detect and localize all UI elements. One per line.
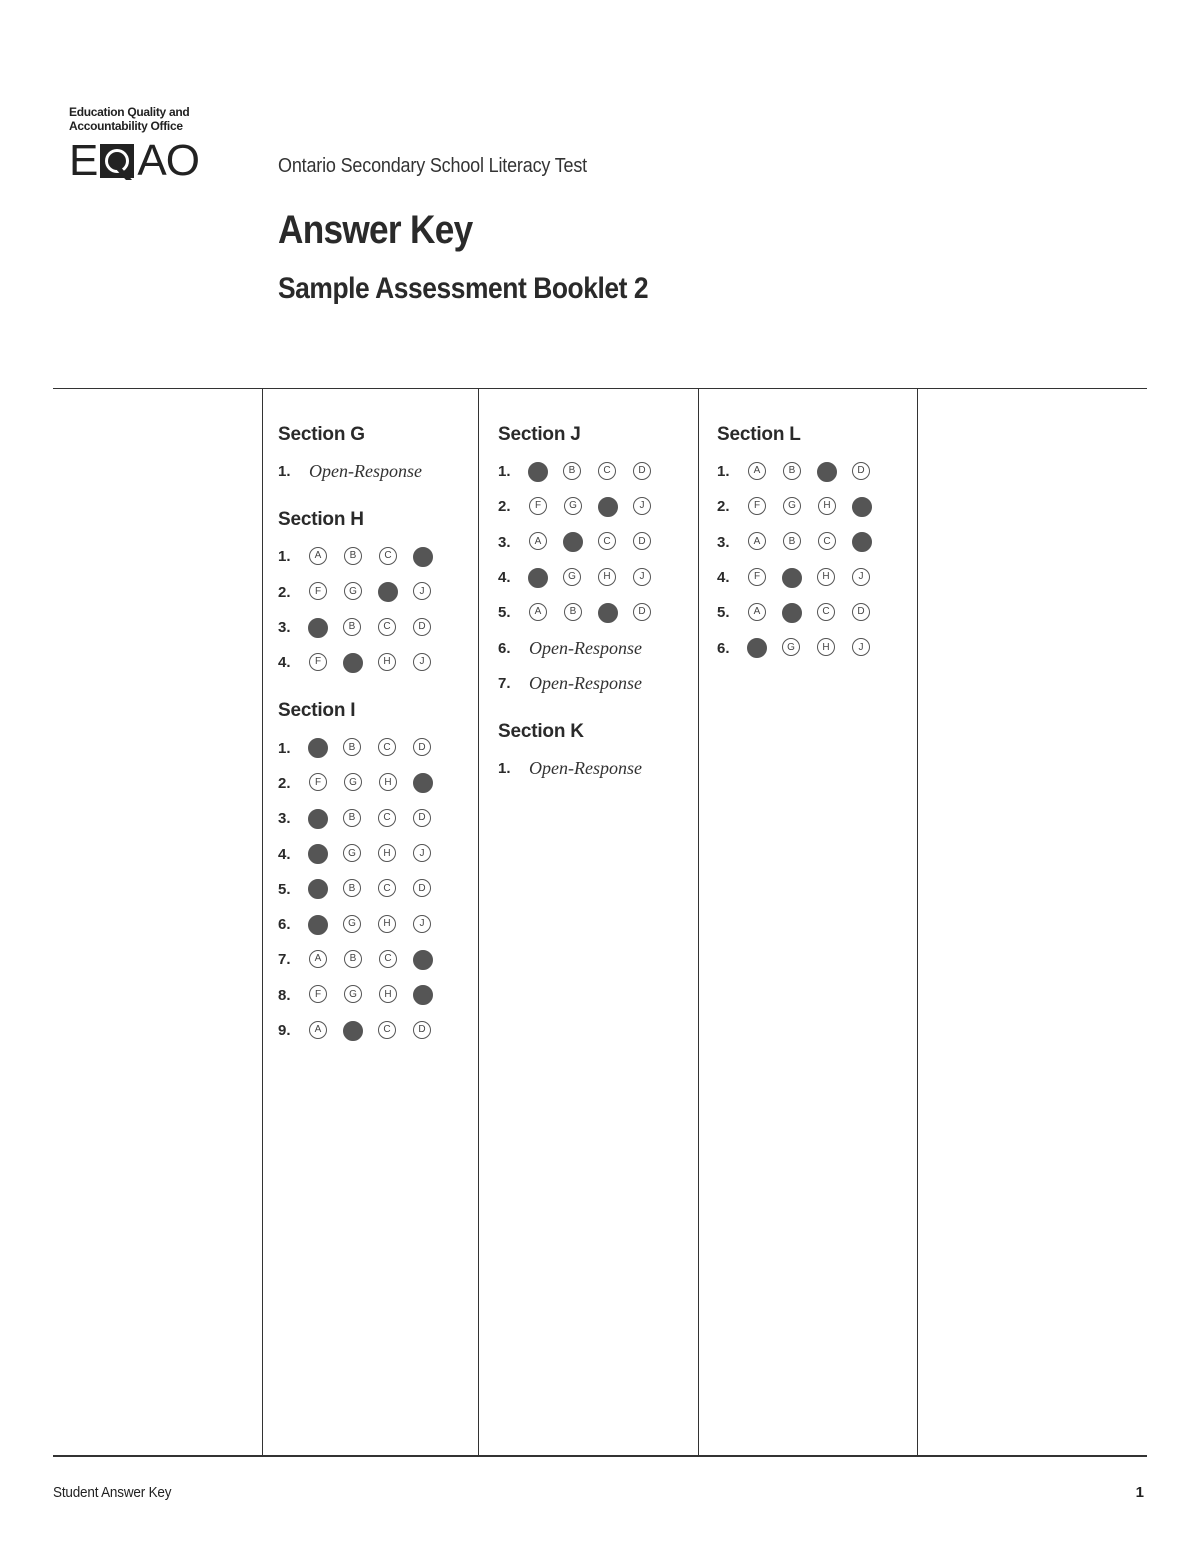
- question-number: 4.: [278, 654, 291, 672]
- answer-bubble: C: [378, 809, 396, 827]
- answer-bubble-filled: [747, 638, 767, 658]
- question-number: 1.: [498, 463, 511, 481]
- answer-options: [309, 844, 448, 864]
- question-row: [498, 560, 668, 595]
- logo-org-line1: Education Quality and: [69, 105, 190, 119]
- answer-bubble: F: [309, 653, 327, 671]
- answer-bubble: C: [378, 1021, 396, 1039]
- question-row: [717, 595, 887, 630]
- question-row: [278, 645, 448, 680]
- answer-bubble: H: [379, 985, 397, 1003]
- answer-bubble: C: [598, 462, 616, 480]
- question-number: 6.: [278, 916, 291, 934]
- question-row: [498, 525, 668, 560]
- open-response-label: Open-Response: [529, 758, 642, 779]
- answer-bubble: D: [413, 809, 431, 827]
- question-number: 2.: [498, 498, 511, 516]
- section-title: Section G: [278, 424, 365, 445]
- page-subtitle: Sample Assessment Booklet 2: [278, 272, 649, 305]
- answer-options: [309, 879, 448, 899]
- question-row: [278, 801, 448, 836]
- answer-options: [309, 618, 448, 638]
- answer-bubble: B: [344, 547, 362, 565]
- answer-options: [529, 497, 668, 517]
- answer-bubble: H: [378, 915, 396, 933]
- answer-bubble: B: [343, 618, 361, 636]
- question-number: 1.: [717, 463, 730, 481]
- section-title: Section I: [278, 700, 356, 722]
- answer-bubble: C: [378, 738, 396, 756]
- answer-options: [748, 462, 887, 482]
- logo-wordmark: [69, 136, 239, 185]
- answer-bubble-filled: [598, 603, 618, 623]
- answer-bubble: A: [748, 532, 766, 550]
- answer-bubble: D: [413, 618, 431, 636]
- answer-column-2: [498, 422, 668, 804]
- question-row: [278, 766, 448, 801]
- answer-bubble: J: [413, 653, 431, 671]
- question-row: [278, 872, 448, 907]
- question-number: 3.: [717, 533, 730, 551]
- question-row: [278, 942, 448, 977]
- answer-section: [278, 422, 448, 489]
- answer-bubble: F: [309, 582, 327, 600]
- answer-bubble: D: [633, 462, 651, 480]
- answer-options: [309, 738, 448, 758]
- question-number: 5.: [717, 604, 730, 622]
- question-row: [278, 1013, 448, 1048]
- column-divider: [698, 389, 699, 1456]
- answer-section: [498, 422, 668, 701]
- answer-options: [309, 950, 448, 970]
- answer-bubble-filled: [308, 618, 328, 638]
- answer-bubble-filled: [817, 462, 837, 482]
- answer-bubble: C: [818, 532, 836, 550]
- question-row: [717, 525, 887, 560]
- answer-bubble: D: [413, 738, 431, 756]
- answer-bubble: A: [309, 1021, 327, 1039]
- answer-bubble: B: [563, 462, 581, 480]
- answer-options: [748, 568, 887, 588]
- question-number: 9.: [278, 1022, 291, 1039]
- question-row: [498, 751, 668, 786]
- answer-bubble: C: [817, 603, 835, 621]
- question-row: [278, 730, 448, 765]
- answer-bubble: F: [748, 568, 766, 586]
- question-number: 1.: [278, 463, 291, 481]
- section-title: Section J: [498, 424, 581, 445]
- answer-bubble: D: [852, 462, 870, 480]
- answer-section: [498, 719, 668, 786]
- answer-bubble-filled: [308, 809, 328, 829]
- question-row: [278, 539, 448, 574]
- answer-bubble: G: [344, 985, 362, 1003]
- answer-bubble-filled: [598, 497, 618, 517]
- question-row: [278, 610, 448, 645]
- answer-bubble: G: [343, 844, 361, 862]
- answer-bubble: D: [413, 879, 431, 897]
- answer-bubble: A: [309, 547, 327, 565]
- answer-bubble: G: [782, 638, 800, 656]
- answer-options: [309, 1021, 448, 1041]
- logo-org-name: [69, 105, 239, 133]
- logo-q-mark: [98, 140, 136, 182]
- answer-bubble: A: [748, 462, 766, 480]
- answer-options: [748, 638, 887, 658]
- question-number: 2.: [278, 583, 291, 601]
- answer-bubble-filled: [528, 568, 548, 588]
- column-divider: [262, 389, 263, 1456]
- question-number: 2.: [278, 774, 291, 792]
- question-row: [498, 666, 668, 701]
- answer-bubble-filled: [413, 547, 433, 567]
- question-number: 1.: [278, 548, 291, 566]
- answer-bubble: F: [529, 497, 547, 515]
- answer-options: [748, 532, 887, 552]
- question-row: [498, 630, 668, 665]
- question-number: 4.: [498, 569, 511, 587]
- answer-bubble: J: [852, 568, 870, 586]
- question-number: 5.: [278, 880, 291, 898]
- question-row: [278, 454, 448, 489]
- answer-bubble-filled: [343, 653, 363, 673]
- answer-options: [309, 985, 448, 1005]
- question-row: [717, 560, 887, 595]
- answer-options: [748, 497, 887, 517]
- answer-section: [278, 698, 448, 1048]
- answer-bubble-filled: [308, 915, 328, 935]
- column-divider: [917, 389, 918, 1456]
- answer-bubble: H: [378, 653, 396, 671]
- open-response-label: Open-Response: [309, 461, 422, 482]
- answer-options: [309, 582, 448, 602]
- question-row: [498, 454, 668, 489]
- question-row: [717, 454, 887, 489]
- answer-bubble: D: [633, 603, 651, 621]
- question-number: 7.: [498, 674, 511, 692]
- answer-bubble-filled: [852, 532, 872, 552]
- answer-bubble: B: [343, 879, 361, 897]
- answer-bubble-filled: [413, 950, 433, 970]
- answer-options: [529, 462, 668, 482]
- question-number: 4.: [278, 845, 291, 863]
- answer-bubble: A: [529, 603, 547, 621]
- answer-bubble-filled: [308, 844, 328, 864]
- answer-bubble: A: [309, 950, 327, 968]
- answer-bubble-filled: [782, 568, 802, 588]
- open-response-label: Open-Response: [529, 672, 642, 693]
- logo-org-line2: Accountability Office: [69, 119, 183, 133]
- logo-letter-o: O: [165, 136, 199, 185]
- answer-options: [309, 653, 448, 673]
- question-number: 2.: [717, 498, 730, 516]
- answer-bubble: H: [598, 568, 616, 586]
- answer-bubble: F: [309, 985, 327, 1003]
- answer-bubble-filled: [308, 879, 328, 899]
- answer-options: [309, 547, 448, 567]
- answer-bubble: B: [783, 462, 801, 480]
- question-number: 1.: [278, 739, 291, 757]
- answer-bubble: A: [529, 532, 547, 550]
- answer-bubble: H: [378, 844, 396, 862]
- answer-bubble: G: [344, 582, 362, 600]
- answer-bubble: B: [344, 950, 362, 968]
- question-row: [717, 489, 887, 524]
- answer-column-3: [717, 422, 887, 684]
- answer-bubble: J: [852, 638, 870, 656]
- answer-bubble: C: [378, 879, 396, 897]
- logo-letter-e: E: [69, 136, 98, 185]
- footer-label: Student Answer Key: [53, 1484, 172, 1501]
- answer-bubble: C: [598, 532, 616, 550]
- answer-bubble: J: [633, 497, 651, 515]
- question-number: 5.: [498, 604, 511, 622]
- question-row: [498, 489, 668, 524]
- question-number: 3.: [498, 533, 511, 551]
- question-row: [498, 595, 668, 630]
- question-row: [278, 978, 448, 1013]
- answer-options: [309, 809, 448, 829]
- answer-bubble: D: [633, 532, 651, 550]
- answer-bubble: D: [852, 603, 870, 621]
- question-number: 6.: [498, 639, 511, 657]
- top-rule: [53, 388, 1147, 389]
- program-name: Ontario Secondary School Literacy Test: [278, 155, 587, 177]
- column-divider: [478, 389, 479, 1456]
- answer-bubble: A: [748, 603, 766, 621]
- answer-bubble-filled: [852, 497, 872, 517]
- answer-bubble: C: [379, 950, 397, 968]
- answer-bubble: G: [564, 497, 582, 515]
- section-title: Section L: [717, 424, 801, 445]
- answer-bubble: F: [309, 773, 327, 791]
- answer-options: [309, 915, 448, 935]
- answer-bubble: F: [748, 497, 766, 515]
- question-number: 1.: [498, 760, 511, 778]
- answer-bubble: H: [379, 773, 397, 791]
- answer-bubble: D: [413, 1021, 431, 1039]
- answer-bubble: C: [378, 618, 396, 636]
- answer-options: [529, 532, 668, 552]
- answer-bubble-filled: [343, 1021, 363, 1041]
- section-title: Section K: [498, 721, 584, 743]
- question-row: [278, 907, 448, 942]
- answer-bubble-filled: [413, 773, 433, 793]
- question-row: [278, 836, 448, 871]
- logo-letter-a: A: [137, 136, 166, 185]
- answer-bubble-filled: [308, 738, 328, 758]
- answer-section: [278, 507, 448, 680]
- answer-section: [717, 422, 887, 666]
- answer-bubble-filled: [563, 532, 583, 552]
- answer-bubble: H: [817, 638, 835, 656]
- answer-bubble: G: [344, 773, 362, 791]
- answer-options: [529, 603, 668, 623]
- answer-bubble-filled: [413, 985, 433, 1005]
- question-row: [278, 575, 448, 610]
- bottom-rule: [53, 1455, 1147, 1457]
- answer-bubble: J: [413, 844, 431, 862]
- answer-column-1: [278, 422, 448, 1066]
- answer-bubble: B: [783, 532, 801, 550]
- answer-bubble: G: [563, 568, 581, 586]
- answer-options: [529, 568, 668, 588]
- answer-bubble-filled: [378, 582, 398, 602]
- answer-bubble-filled: [528, 462, 548, 482]
- answer-bubble: B: [564, 603, 582, 621]
- answer-bubble: J: [413, 915, 431, 933]
- answer-bubble: B: [343, 809, 361, 827]
- open-response-label: Open-Response: [529, 637, 642, 658]
- answer-bubble: H: [817, 568, 835, 586]
- question-number: 7.: [278, 951, 291, 969]
- question-number: 4.: [717, 569, 730, 587]
- answer-bubble: B: [343, 738, 361, 756]
- question-number: 3.: [278, 619, 291, 637]
- answer-bubble: G: [343, 915, 361, 933]
- answer-bubble-filled: [782, 603, 802, 623]
- section-title: Section H: [278, 509, 364, 531]
- question-number: 8.: [278, 986, 291, 1004]
- question-row: [717, 630, 887, 665]
- answer-options: [309, 773, 448, 793]
- eqao-logo: [69, 105, 239, 185]
- answer-bubble: J: [633, 568, 651, 586]
- question-number: 3.: [278, 810, 291, 828]
- page-title: Answer Key: [278, 208, 473, 252]
- answer-options: [748, 603, 887, 623]
- page-number: 1: [1135, 1484, 1144, 1501]
- answer-bubble: C: [379, 547, 397, 565]
- answer-bubble: G: [783, 497, 801, 515]
- answer-bubble: J: [413, 582, 431, 600]
- question-number: 6.: [717, 639, 730, 657]
- answer-bubble: H: [818, 497, 836, 515]
